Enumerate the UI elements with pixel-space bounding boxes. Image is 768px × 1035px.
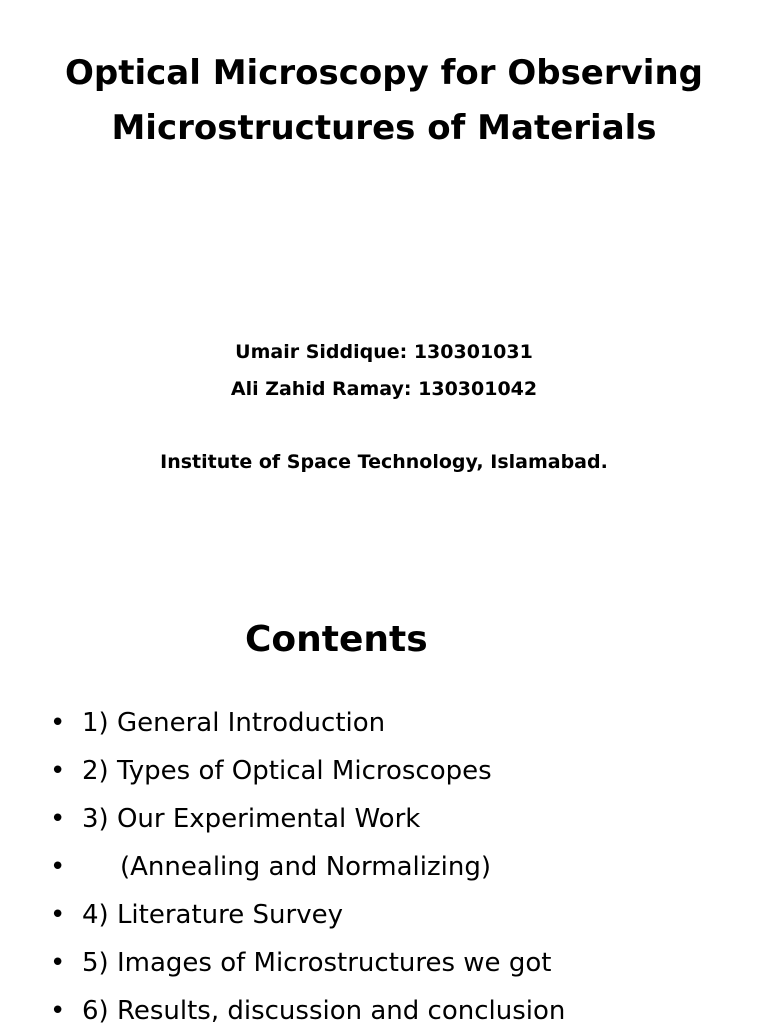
author-entry: Umair Siddique: 130301031 [235, 341, 533, 363]
institute-name: Institute of Space Technology, Islamabad. [160, 451, 608, 473]
list-item-text: 4) Literature Survey [82, 900, 343, 930]
list-item-text: (Annealing and Normalizing) [120, 852, 491, 882]
bullet-icon: • [50, 996, 66, 1026]
bullet-icon: • [50, 708, 66, 738]
author-list [0, 334, 768, 408]
bullet-icon: • [50, 852, 66, 882]
list-item [50, 891, 565, 939]
contents-slide [0, 560, 768, 1024]
list-item [50, 939, 565, 987]
list-item-text: 2) Types of Optical Microscopes [82, 756, 492, 786]
contents-list [50, 699, 565, 1035]
list-item [50, 795, 565, 843]
bullet-icon: • [50, 948, 66, 978]
bullet-icon: • [50, 900, 66, 930]
list-item [50, 699, 565, 747]
list-item-text: 6) Results, discussion and conclusion [82, 996, 566, 1026]
title-line: Optical Microscopy for Observing [64, 53, 703, 93]
contents-heading: Contents [245, 619, 428, 660]
title-line: Microstructures of Materials [111, 108, 657, 148]
author-entry: Ali Zahid Ramay: 130301042 [230, 378, 538, 400]
list-item-text: 3) Our Experimental Work [82, 804, 421, 834]
list-item [50, 843, 565, 891]
list-item-text: 5) Images of Microstructures we got [82, 948, 552, 978]
list-item-text: 1) General Introduction [82, 708, 386, 738]
list-item [50, 747, 565, 795]
bullet-icon: • [50, 804, 66, 834]
slide-title [0, 46, 768, 156]
list-item [50, 987, 565, 1035]
bullet-icon: • [50, 756, 66, 786]
